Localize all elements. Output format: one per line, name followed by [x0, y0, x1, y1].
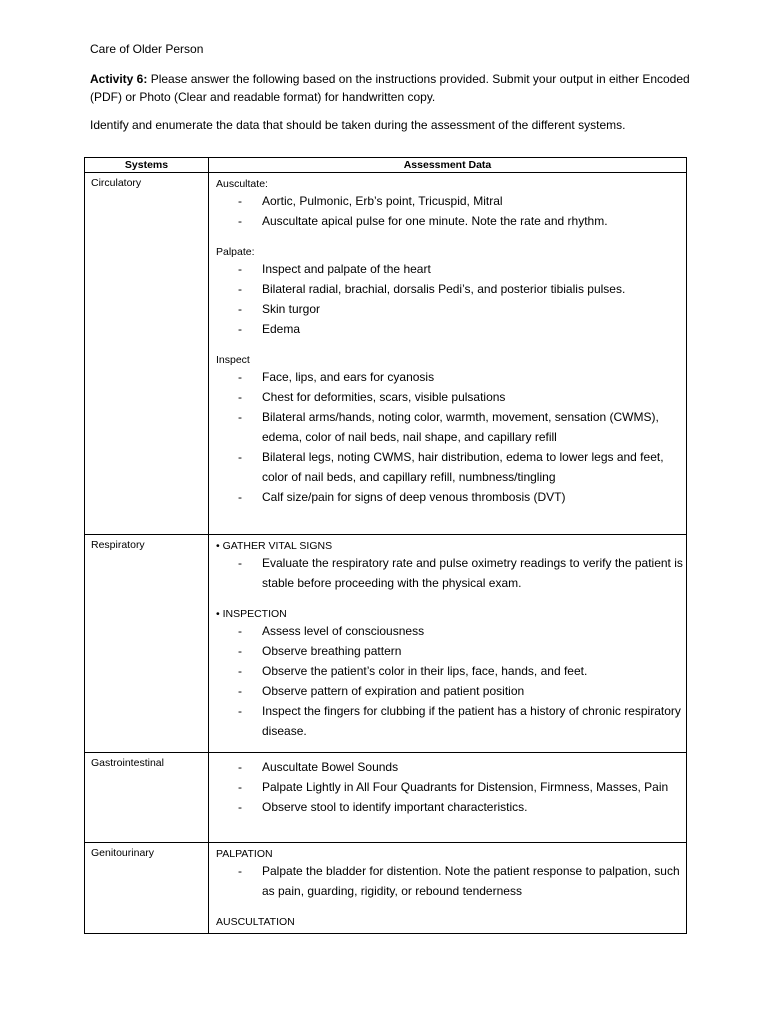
list-item: - Bilateral radial, brachial, dorsalis Pedi’s, and posterior tibialis pulses.	[216, 279, 686, 299]
list-item: - Observe stool to identify important characteristics.	[216, 797, 686, 817]
list-item: - Inspect the fingers for clubbing if the patient has a history of chronic respiratory disease.	[216, 701, 686, 741]
table-header-row	[85, 158, 687, 173]
assessment-cell	[209, 535, 687, 753]
table-row-gastrointestinal	[85, 753, 687, 843]
list-item: - Palpate the bladder for distention. Note the patient response to palpation, such as pain, guarding, rigidity, or rebound tenderness	[216, 861, 686, 901]
activity-label: Activity 6:	[90, 72, 148, 86]
document-page	[90, 40, 690, 134]
item-list	[216, 553, 686, 593]
table-row-respiratory	[85, 535, 687, 753]
list-item: - Auscultate Bowel Sounds	[216, 757, 686, 777]
assessment-table	[84, 157, 687, 934]
subheading-vital-signs: • GATHER VITAL SIGNS	[216, 540, 333, 552]
assessment-cell	[209, 843, 687, 934]
header-assessment-data: Assessment Data	[209, 158, 687, 173]
list-item: - Assess level of consciousness	[216, 621, 686, 641]
list-item: - Observe the patient’s color in their lips, face, hands, and feet.	[216, 661, 686, 681]
subheading-auscultation: AUSCULTATION	[216, 916, 295, 928]
list-item: - Bilateral arms/hands, noting color, warmth, movement, sensation (CWMS), edema, color of nail beds, nail shape, and capillary refill	[216, 407, 686, 447]
list-item: - Observe breathing pattern	[216, 641, 686, 661]
subheading-inspection: • INSPECTION	[216, 608, 287, 620]
activity-instructions	[90, 70, 690, 106]
system-label: Respiratory	[85, 535, 209, 753]
list-item: - Observe pattern of expiration and patient position	[216, 681, 686, 701]
system-label: Genitourinary	[85, 843, 209, 934]
table-row-genitourinary	[85, 843, 687, 934]
item-list	[216, 861, 686, 901]
list-item: - Chest for deformities, scars, visible pulsations	[216, 387, 686, 407]
list-item: - Aortic, Pulmonic, Erb’s point, Tricuspid, Mitral	[216, 191, 686, 211]
list-item: - Auscultate apical pulse for one minute. Note the rate and rhythm.	[216, 211, 686, 231]
list-item: - Skin turgor	[216, 299, 686, 319]
activity-text: Please answer the following based on the instructions provided. Submit your output in either Encoded (PDF) or Photo (Clear and readable format) for handwritten copy.	[90, 72, 690, 104]
document-title: Care of Older Person	[90, 42, 204, 56]
item-list	[216, 191, 686, 231]
item-list	[216, 367, 686, 507]
assessment-cell	[209, 173, 687, 535]
system-label: Gastrointestinal	[85, 753, 209, 843]
subheading-auscultate: Auscultate:	[216, 178, 268, 190]
header-systems: Systems	[85, 158, 209, 173]
subheading-palpate: Palpate:	[216, 246, 255, 258]
system-label: Circulatory	[85, 173, 209, 535]
item-list	[216, 757, 686, 817]
list-item: - Calf size/pain for signs of deep venous thrombosis (DVT)	[216, 487, 686, 507]
list-item: - Edema	[216, 319, 686, 339]
list-item: - Palpate Lightly in All Four Quadrants for Distension, Firmness, Masses, Pain	[216, 777, 686, 797]
list-item: - Face, lips, and ears for cyanosis	[216, 367, 686, 387]
item-list	[216, 259, 686, 339]
subheading-inspect: Inspect	[216, 354, 250, 366]
list-item: - Evaluate the respiratory rate and pulse oximetry readings to verify the patient is stable before proceeding with the physical exam.	[216, 553, 686, 593]
list-item: - Inspect and palpate of the heart	[216, 259, 686, 279]
item-list	[216, 621, 686, 741]
assessment-instruction: Identify and enumerate the data that should be taken during the assessment of the different systems.	[90, 118, 626, 132]
assessment-cell	[209, 753, 687, 843]
list-item: - Bilateral legs, noting CWMS, hair distribution, edema to lower legs and feet, color of nail beds, and capillary refill, numbness/tingling	[216, 447, 686, 487]
subheading-palpation: PALPATION	[216, 848, 273, 860]
table-row-circulatory	[85, 173, 687, 535]
